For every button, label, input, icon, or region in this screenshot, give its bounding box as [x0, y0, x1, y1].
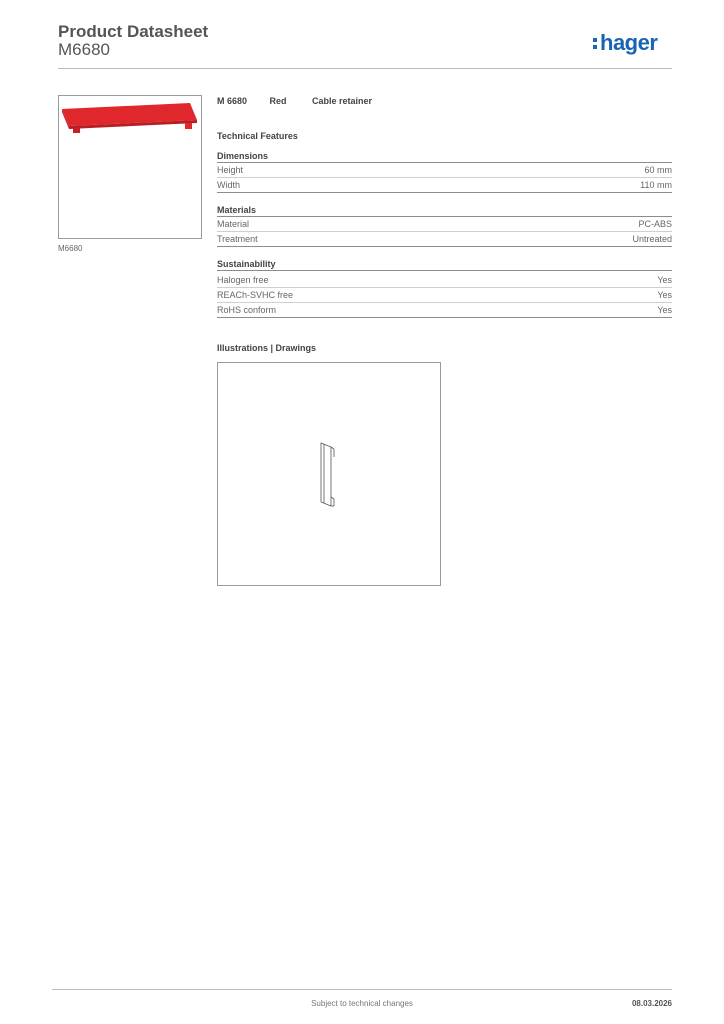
- dimensions-title: Dimensions: [217, 151, 672, 163]
- technical-drawing: [217, 362, 441, 586]
- spec-value: 110 mm: [640, 180, 672, 190]
- hager-logo: [592, 28, 674, 58]
- illustrations-title: Illustrations | Drawings: [217, 343, 317, 353]
- spec-row: [217, 163, 672, 178]
- spec-row: [217, 288, 672, 303]
- spec-label: Material: [217, 219, 250, 229]
- spec-label: Treatment: [217, 234, 258, 244]
- spec-value: Untreated: [632, 234, 672, 244]
- spec-label: Width: [217, 180, 241, 190]
- spec-value: Yes: [657, 275, 672, 285]
- materials-section: [217, 205, 672, 247]
- product-heading: [217, 96, 672, 110]
- spec-label: REACh-SVHC free: [217, 290, 294, 300]
- spec-row: [217, 178, 672, 193]
- materials-title: Materials: [217, 205, 672, 217]
- spec-value: 60 mm: [644, 165, 672, 175]
- spec-label: Halogen free: [217, 275, 269, 285]
- technical-features-title: Technical Features: [217, 131, 298, 141]
- product-name: Cable retainer: [312, 96, 373, 106]
- page-title: Product Datasheet: [58, 22, 209, 41]
- spec-value: Yes: [657, 305, 672, 315]
- product-color: Red: [269, 96, 287, 106]
- header-divider: [58, 68, 672, 69]
- spec-value: Yes: [657, 290, 672, 300]
- spec-value: PC-ABS: [638, 219, 672, 229]
- spec-label: Height: [217, 165, 244, 175]
- cable-retainer-drawing: [218, 363, 440, 585]
- product-code: M 6680: [217, 96, 248, 106]
- logo-text: hager: [600, 30, 658, 55]
- product-reference: M6680: [58, 40, 110, 59]
- product-image-caption: M6680: [58, 244, 83, 253]
- footer-date: 08.03.2026: [631, 999, 672, 1008]
- spec-row: [217, 303, 672, 318]
- sustainability-title: Sustainability: [217, 259, 672, 271]
- spec-label: RoHS conform: [217, 305, 277, 315]
- footer-note: Subject to technical changes: [311, 999, 413, 1008]
- spec-row: [217, 217, 672, 232]
- spec-content: [217, 96, 672, 318]
- spec-row: [217, 232, 672, 247]
- sustainability-section: [217, 259, 672, 318]
- product-image: [58, 95, 202, 239]
- spec-row: [217, 273, 672, 288]
- dimensions-section: [217, 151, 672, 193]
- cable-retainer-image: [59, 96, 201, 238]
- footer-divider: [52, 989, 672, 990]
